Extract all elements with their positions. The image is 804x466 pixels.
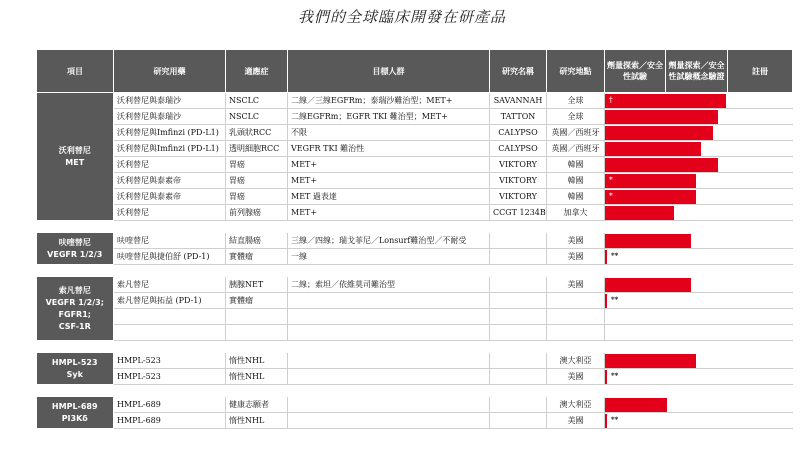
registration-cell bbox=[728, 205, 793, 221]
progress-bar bbox=[605, 126, 713, 140]
drug-cell: 沃利替尼與泰瑞沙 bbox=[114, 109, 226, 125]
site-cell: 英國／西班牙 bbox=[547, 141, 605, 157]
footnote-mark: ** bbox=[611, 415, 619, 424]
drug-cell: 呋喹替尼與捷伯舒 (PD-1) bbox=[114, 249, 226, 265]
drug-cell: 沃利替尼與泰瑞沙 bbox=[114, 93, 226, 109]
site-cell: 美國 bbox=[547, 413, 605, 429]
footnote-mark: † bbox=[609, 95, 613, 104]
registration-cell bbox=[728, 125, 793, 141]
population-cell bbox=[288, 397, 490, 413]
study-name-cell bbox=[490, 353, 547, 369]
table-row bbox=[37, 249, 793, 265]
indication-cell: 胃癌 bbox=[226, 189, 288, 205]
site-cell: 美國 bbox=[547, 249, 605, 265]
population-cell bbox=[288, 309, 490, 325]
table-row bbox=[37, 353, 793, 369]
progress-cell bbox=[605, 189, 728, 205]
population-cell: 二線EGFRm；EGFR TKI 難治型；MET+ bbox=[288, 109, 490, 125]
site-cell: 韓國 bbox=[547, 189, 605, 205]
registration-cell bbox=[728, 157, 793, 173]
footnote-mark: ** bbox=[611, 295, 619, 304]
progress-bar bbox=[605, 142, 701, 156]
population-cell bbox=[288, 325, 490, 341]
progress-cell bbox=[605, 125, 728, 141]
registration-cell bbox=[728, 293, 793, 309]
table-body bbox=[37, 93, 793, 429]
table-row bbox=[37, 277, 793, 293]
registration-cell bbox=[728, 93, 793, 109]
progress-bar bbox=[605, 250, 607, 264]
registration-cell bbox=[728, 325, 793, 341]
site-cell: 英國／西班牙 bbox=[547, 125, 605, 141]
site-cell bbox=[547, 309, 605, 325]
indication-cell: 乳頭狀RCC bbox=[226, 125, 288, 141]
population-cell bbox=[288, 293, 490, 309]
table-row bbox=[37, 397, 793, 413]
drug-cell: 呋喹替尼 bbox=[114, 233, 226, 249]
header-population: 目標人群 bbox=[288, 50, 490, 93]
table-row bbox=[37, 413, 793, 429]
registration-cell bbox=[728, 369, 793, 385]
indication-cell: 胃癌 bbox=[226, 157, 288, 173]
population-cell: VEGFR TKI 難治性 bbox=[288, 141, 490, 157]
population-cell: 不限 bbox=[288, 125, 490, 141]
header-site: 研究地點 bbox=[547, 50, 605, 93]
population-cell: MET 過表達 bbox=[288, 189, 490, 205]
table-row bbox=[37, 173, 793, 189]
study-name-cell: VIKTORY bbox=[490, 157, 547, 173]
progress-cell bbox=[605, 369, 728, 385]
study-name-cell bbox=[490, 277, 547, 293]
header-drug: 研究用藥 bbox=[114, 50, 226, 93]
population-cell bbox=[288, 353, 490, 369]
progress-bar bbox=[605, 110, 718, 124]
study-name-cell bbox=[490, 397, 547, 413]
header-indication: 適應症 bbox=[226, 50, 288, 93]
progress-cell bbox=[605, 141, 728, 157]
progress-cell bbox=[605, 293, 728, 309]
study-name-cell bbox=[490, 369, 547, 385]
drug-cell: 沃利替尼與泰素帝 bbox=[114, 189, 226, 205]
page-title: 我們的全球臨床開發在研產品 bbox=[297, 8, 506, 26]
site-cell: 全球 bbox=[547, 93, 605, 109]
indication-cell: NSCLC bbox=[226, 109, 288, 125]
table-row bbox=[37, 189, 793, 205]
project-name: 索凡替尼 VEGFR 1/2/3; FGFR1; CSF-1R bbox=[37, 277, 114, 341]
indication-cell: 惰性NHL bbox=[226, 369, 288, 385]
progress-cell bbox=[605, 233, 728, 249]
progress-bar bbox=[605, 206, 674, 220]
site-cell: 美國 bbox=[547, 369, 605, 385]
registration-cell bbox=[728, 173, 793, 189]
site-cell: 美國 bbox=[547, 277, 605, 293]
progress-bar bbox=[605, 174, 696, 188]
drug-cell bbox=[114, 309, 226, 325]
table-row bbox=[37, 109, 793, 125]
project-name: 沃利替尼 MET bbox=[37, 93, 114, 221]
group-spacer bbox=[37, 385, 793, 398]
progress-cell bbox=[605, 413, 728, 429]
progress-bar bbox=[605, 278, 691, 292]
indication-cell: 實體瘤 bbox=[226, 293, 288, 309]
table-row bbox=[37, 205, 793, 221]
footnote-mark: ** bbox=[611, 251, 619, 260]
population-cell: MET+ bbox=[288, 205, 490, 221]
header-study: 研究名稱 bbox=[490, 50, 547, 93]
study-name-cell: TATTON bbox=[490, 109, 547, 125]
progress-bar bbox=[605, 190, 696, 204]
indication-cell: 胃癌 bbox=[226, 173, 288, 189]
study-name-cell: VIKTORY bbox=[490, 189, 547, 205]
progress-cell bbox=[605, 173, 728, 189]
progress-cell bbox=[605, 309, 728, 325]
registration-cell bbox=[728, 413, 793, 429]
indication-cell: 惰性NHL bbox=[226, 353, 288, 369]
drug-cell: 沃利替尼與泰素帝 bbox=[114, 173, 226, 189]
progress-bar bbox=[605, 354, 696, 368]
group-spacer bbox=[37, 221, 793, 234]
indication-cell: 前列腺癌 bbox=[226, 205, 288, 221]
table-row bbox=[37, 309, 793, 325]
table-header-row bbox=[37, 50, 793, 93]
indication-cell bbox=[226, 309, 288, 325]
footnote-mark: ** bbox=[611, 371, 619, 380]
study-name-cell bbox=[490, 233, 547, 249]
project-name: 呋喹替尼 VEGFR 1/2/3 bbox=[37, 233, 114, 265]
project-name: HMPL-689 PI3Kδ bbox=[37, 397, 114, 429]
drug-cell: 沃利替尼與Imfinzi (PD-L1) bbox=[114, 125, 226, 141]
registration-cell bbox=[728, 309, 793, 325]
study-name-cell bbox=[490, 413, 547, 429]
progress-cell bbox=[605, 277, 728, 293]
group-spacer bbox=[37, 265, 793, 278]
study-name-cell: VIKTORY bbox=[490, 173, 547, 189]
study-name-cell: CALYPSO bbox=[490, 141, 547, 157]
drug-cell bbox=[114, 325, 226, 341]
drug-cell: 索凡替尼 bbox=[114, 277, 226, 293]
table-row bbox=[37, 233, 793, 249]
drug-cell: 沃利替尼 bbox=[114, 205, 226, 221]
indication-cell: 結直腸癌 bbox=[226, 233, 288, 249]
progress-bar bbox=[605, 370, 607, 384]
indication-cell: 透明細胞RCC bbox=[226, 141, 288, 157]
progress-cell bbox=[605, 353, 728, 369]
table-row bbox=[37, 369, 793, 385]
site-cell: 韓國 bbox=[547, 173, 605, 189]
progress-bar bbox=[605, 94, 726, 108]
study-name-cell: CCGT 1234B bbox=[490, 205, 547, 221]
progress-bar bbox=[605, 158, 718, 172]
project-name: HMPL-523 Syk bbox=[37, 353, 114, 385]
population-cell: 二線／三線EGFRm；泰瑞沙難治型；MET+ bbox=[288, 93, 490, 109]
header-phase1: 劑量探索／安全性試驗 bbox=[605, 50, 666, 93]
study-name-cell bbox=[490, 293, 547, 309]
registration-cell bbox=[728, 141, 793, 157]
study-name-cell bbox=[490, 309, 547, 325]
indication-cell bbox=[226, 325, 288, 341]
registration-cell bbox=[728, 109, 793, 125]
registration-cell bbox=[728, 249, 793, 265]
population-cell: 三線／四線；瑞戈菲尼／Lonsurf難治型／不耐受 bbox=[288, 233, 490, 249]
study-name-cell bbox=[490, 249, 547, 265]
registration-cell bbox=[728, 233, 793, 249]
progress-cell bbox=[605, 249, 728, 265]
progress-bar bbox=[605, 414, 607, 428]
indication-cell: 實體瘤 bbox=[226, 249, 288, 265]
registration-cell bbox=[728, 189, 793, 205]
table-row bbox=[37, 125, 793, 141]
progress-cell bbox=[605, 397, 728, 413]
site-cell: 澳大利亞 bbox=[547, 397, 605, 413]
progress-bar bbox=[605, 294, 607, 308]
table-row bbox=[37, 93, 793, 109]
drug-cell: HMPL-523 bbox=[114, 353, 226, 369]
site-cell: 全球 bbox=[547, 109, 605, 125]
study-name-cell: CALYPSO bbox=[490, 125, 547, 141]
drug-cell: 沃利替尼 bbox=[114, 157, 226, 173]
header-phase2: 劑量探索／安全性試驗概念驗證 bbox=[666, 50, 728, 93]
pipeline-table bbox=[36, 49, 793, 429]
table-row bbox=[37, 325, 793, 341]
progress-cell bbox=[605, 157, 728, 173]
progress-cell bbox=[605, 325, 728, 341]
drug-cell: 沃利替尼與Imfinzi (PD-L1) bbox=[114, 141, 226, 157]
drug-cell: HMPL-523 bbox=[114, 369, 226, 385]
site-cell bbox=[547, 293, 605, 309]
population-cell: MET+ bbox=[288, 157, 490, 173]
site-cell: 美國 bbox=[547, 233, 605, 249]
indication-cell: 胰腺NET bbox=[226, 277, 288, 293]
site-cell bbox=[547, 325, 605, 341]
registration-cell bbox=[728, 277, 793, 293]
site-cell: 加拿大 bbox=[547, 205, 605, 221]
site-cell: 韓國 bbox=[547, 157, 605, 173]
registration-cell bbox=[728, 353, 793, 369]
footnote-mark: * bbox=[609, 175, 613, 184]
table-row bbox=[37, 141, 793, 157]
indication-cell: NSCLC bbox=[226, 93, 288, 109]
population-cell bbox=[288, 369, 490, 385]
study-name-cell bbox=[490, 325, 547, 341]
progress-bar bbox=[605, 234, 691, 248]
indication-cell: 健康志願者 bbox=[226, 397, 288, 413]
progress-cell bbox=[605, 109, 728, 125]
indication-cell: 惰性NHL bbox=[226, 413, 288, 429]
progress-cell bbox=[605, 93, 728, 109]
site-cell: 澳大利亞 bbox=[547, 353, 605, 369]
footnote-mark: * bbox=[609, 191, 613, 200]
drug-cell: 索凡替尼與拓益 (PD-1) bbox=[114, 293, 226, 309]
population-cell bbox=[288, 413, 490, 429]
header-project: 項目 bbox=[37, 50, 114, 93]
progress-bar bbox=[605, 398, 667, 412]
progress-cell bbox=[605, 205, 728, 221]
drug-cell: HMPL-689 bbox=[114, 397, 226, 413]
study-name-cell: SAVANNAH bbox=[490, 93, 547, 109]
group-spacer bbox=[37, 341, 793, 354]
table-row bbox=[37, 293, 793, 309]
registration-cell bbox=[728, 397, 793, 413]
header-registration: 註冊 bbox=[728, 50, 793, 93]
population-cell: 一線 bbox=[288, 249, 490, 265]
table-row bbox=[37, 157, 793, 173]
population-cell: MET+ bbox=[288, 173, 490, 189]
population-cell: 二線；索坦／依維莫司難治型 bbox=[288, 277, 490, 293]
drug-cell: HMPL-689 bbox=[114, 413, 226, 429]
